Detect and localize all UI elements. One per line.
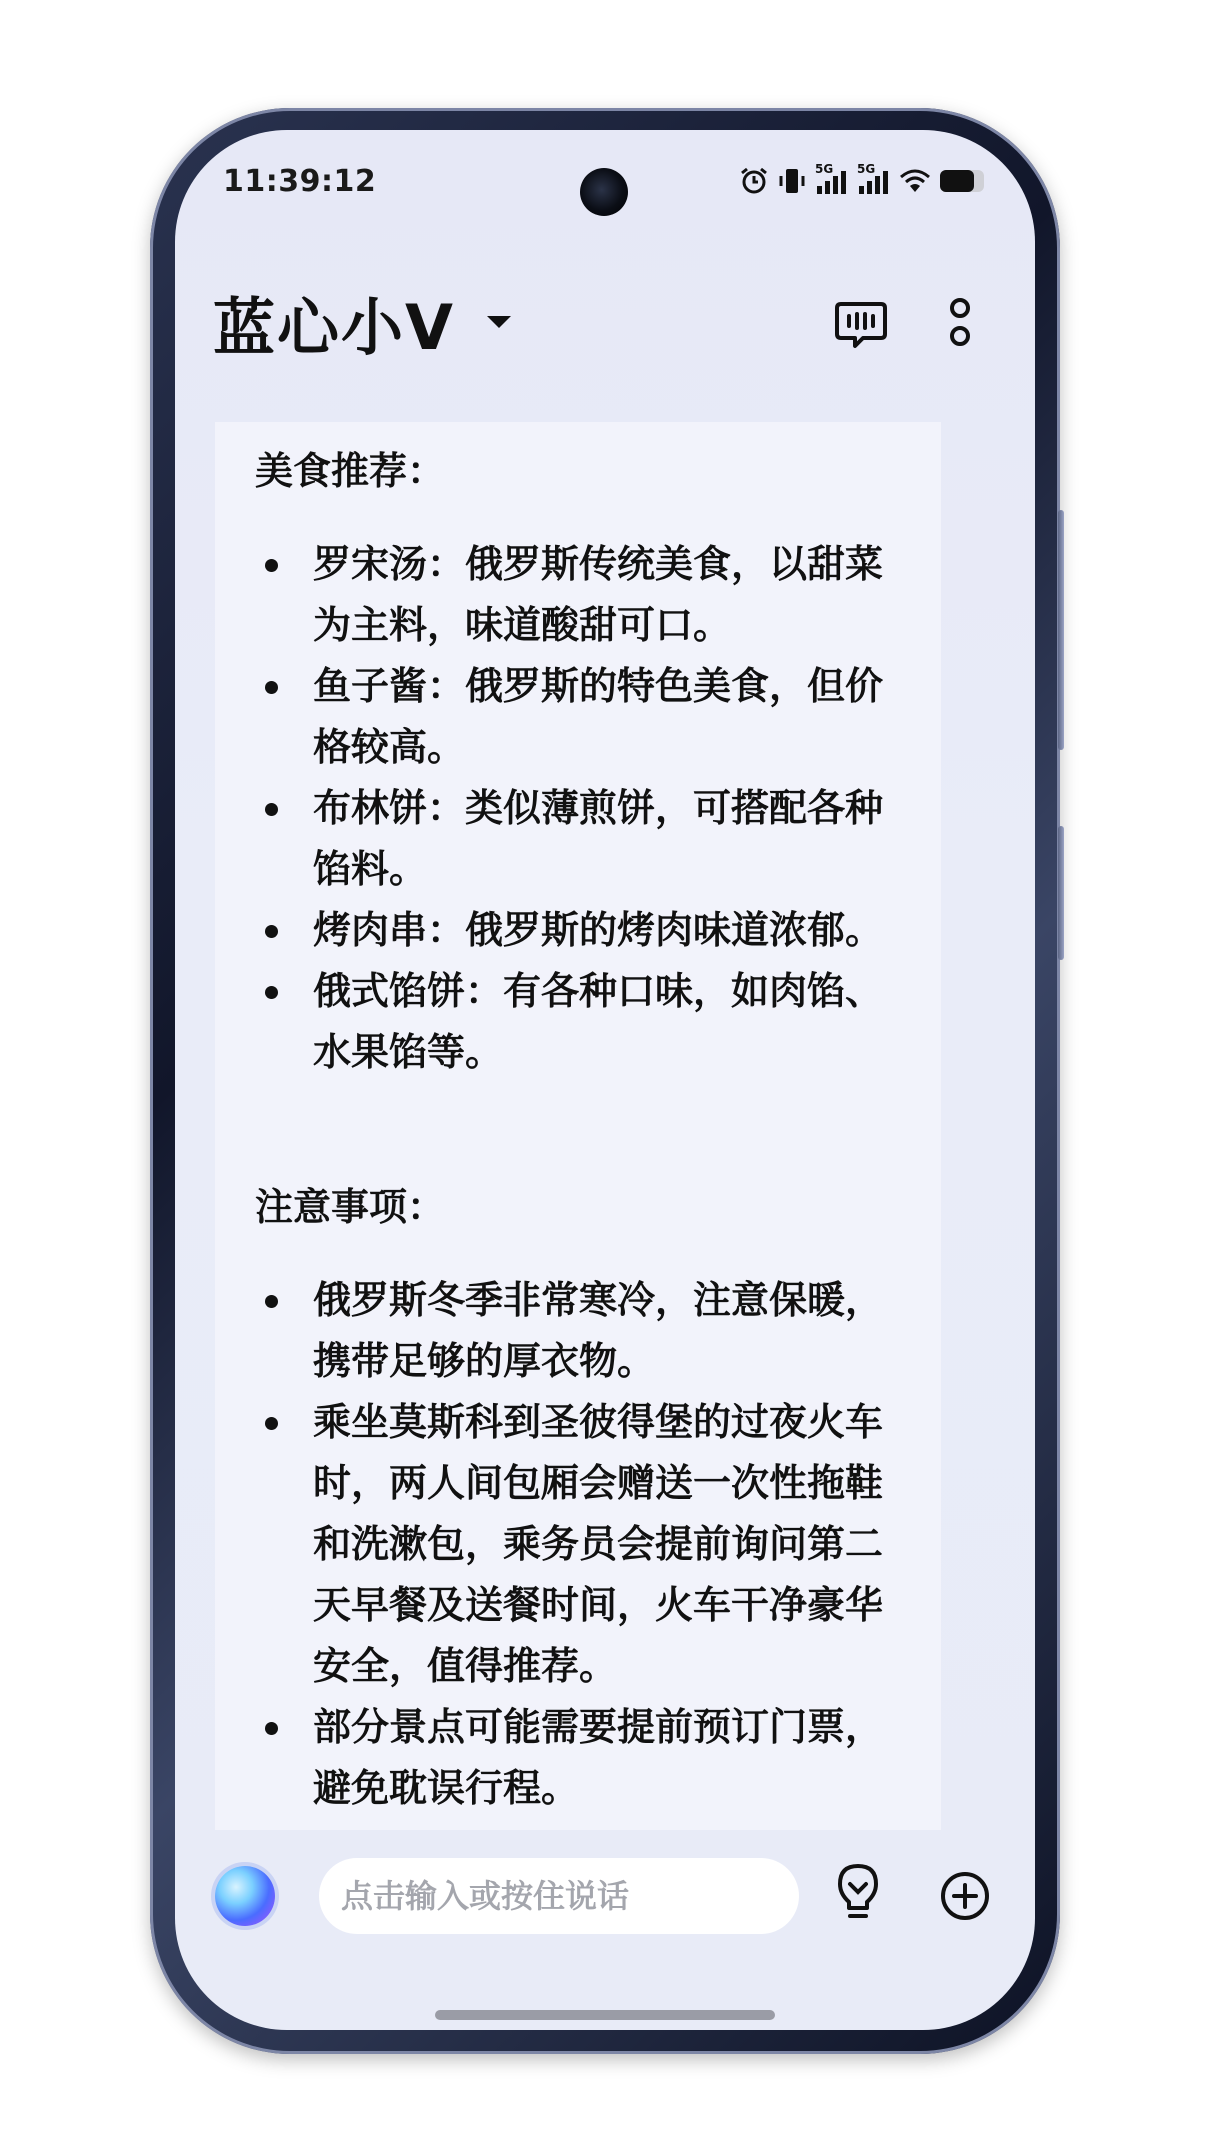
bullet-dot [265, 986, 278, 999]
app-title[interactable]: 蓝心小V [213, 291, 455, 364]
bullet-dot [265, 1417, 278, 1430]
bullet-dot [265, 803, 278, 816]
signal-5g-icon [857, 162, 891, 196]
list-item [255, 778, 895, 900]
lightbulb-icon[interactable] [835, 1862, 881, 1926]
bullet-dot [265, 925, 278, 938]
notes-list [255, 1270, 895, 1819]
list-item-text: 鱼子酱：俄罗斯的特色美食，但价格较高。 [313, 664, 884, 769]
input-bar [175, 1830, 1035, 2030]
bullet-dot [265, 559, 278, 572]
battery-icon [939, 166, 987, 196]
list-item [255, 534, 895, 656]
plus-circle-icon[interactable] [939, 1870, 991, 1922]
network-label: 5G [857, 162, 876, 176]
list-item-text: 部分景点可能需要提前预订门票，避免耽误行程。 [313, 1705, 884, 1810]
list-item [255, 961, 895, 1083]
list-item [255, 1697, 895, 1819]
list-item [255, 1392, 895, 1697]
list-item-text: 俄式馅饼：有各种口味，如肉馅、水果馅等。 [313, 969, 884, 1074]
list-item-text: 乘坐莫斯科到圣彼得堡的过夜火车时，两人间包厢会赠送一次性拖鞋和洗漱包，乘务员会提前询问第二天早餐及送餐时间，火车干净豪华安全，值得推荐。 [313, 1400, 884, 1688]
caret-down-icon[interactable] [487, 316, 511, 328]
alarm-icon [739, 166, 769, 196]
list-item [255, 900, 895, 961]
food-heading: 美食推荐： [255, 449, 446, 493]
list-item-text: 罗宋汤：俄罗斯传统美食，以甜菜为主料，味道酸甜可口。 [313, 542, 884, 647]
more-options-icon[interactable] [945, 296, 975, 352]
chat-input[interactable] [319, 1858, 799, 1934]
list-item-text: 俄罗斯冬季非常寒冷，注意保暖，携带足够的厚衣物。 [313, 1278, 884, 1383]
bullet-dot [265, 1295, 278, 1308]
list-item [255, 656, 895, 778]
list-item-text: 烤肉串：俄罗斯的烤肉味道浓郁。 [313, 908, 884, 952]
chat-history-icon[interactable] [833, 296, 889, 352]
volume-button [1058, 510, 1064, 750]
phone-screen [175, 130, 1035, 2030]
network-label: 5G [815, 162, 834, 176]
bullet-dot [265, 1722, 278, 1735]
vibrate-icon [777, 166, 807, 196]
notes-heading: 注意事项： [255, 1185, 446, 1229]
assistant-avatar-icon[interactable] [215, 1866, 275, 1926]
power-button [1058, 826, 1064, 960]
food-list [255, 534, 895, 1083]
front-camera [580, 168, 628, 216]
bullet-dot [265, 681, 278, 694]
home-indicator[interactable] [435, 2010, 775, 2020]
list-item [255, 1270, 895, 1392]
status-icons [739, 162, 987, 196]
list-item-text: 布林饼：类似薄煎饼，可搭配各种馅料。 [313, 786, 884, 891]
status-time: 11:39:12 [223, 164, 377, 199]
wifi-icon [899, 166, 931, 196]
assistant-message [215, 422, 941, 1830]
signal-5g-icon [815, 162, 849, 196]
